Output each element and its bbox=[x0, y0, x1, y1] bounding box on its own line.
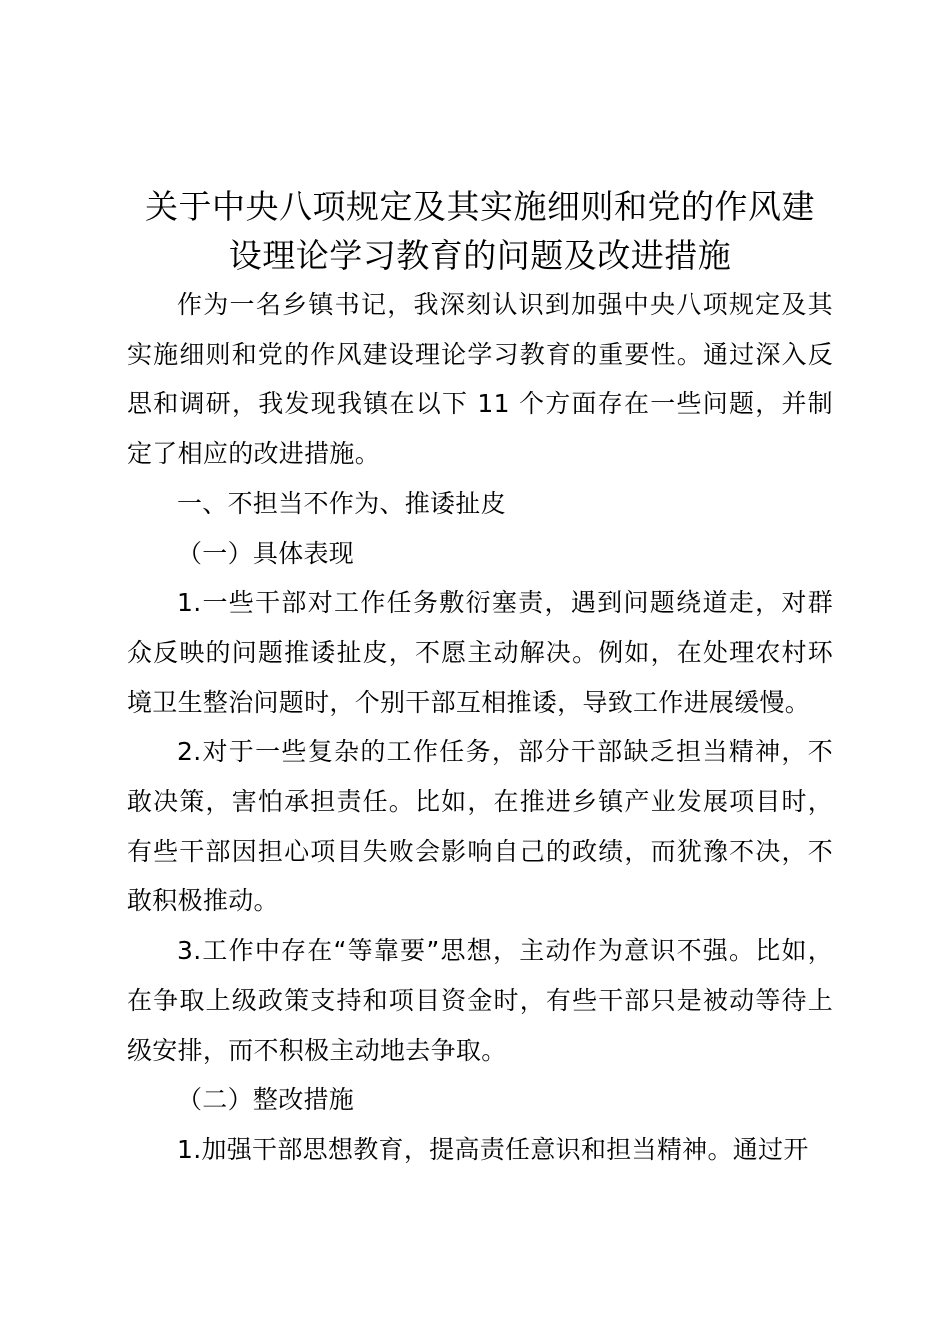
title-line-1: 关于中央八项规定及其实施细则和党的作风建 bbox=[145, 187, 815, 226]
list-item-3: 3.工作中存在“等靠要”思想，主动作为意识不强。比如，在争取上级政策支持和项目资金时，有些干部只是被动等待上级安排，而不积极主动地去争取。 bbox=[127, 936, 833, 1065]
measure-item-1: 1.加强干部思想教育，提高责任意识和担当精神。通过开 bbox=[177, 1134, 809, 1164]
list-item-1: 1.一些干部对工作任务敷衍塞责，遇到问题绕道走，对群众反映的问题推诿扯皮，不愿主动解决。例如，在处理农村环境卫生整治问题时，个别干部互相推诿，导致工作进展缓慢。 bbox=[127, 588, 833, 717]
subsection-heading-2: （二）整改措施 bbox=[177, 1085, 355, 1115]
section-heading-1: 一、不担当不作为、推诿扯皮 bbox=[177, 488, 506, 518]
intro-paragraph: 作为一名乡镇书记，我深刻认识到加强中央八项规定及其实施细则和党的作风建设理论学习教育的重要性。通过深入反思和调研，我发现我镇在以下 11 个方面存在一些问题，并制定了相应的改进措施。 bbox=[127, 290, 833, 469]
list-item-2: 2.对于一些复杂的工作任务，部分干部缺乏担当精神，不敢决策，害怕承担责任。比如，在推进乡镇产业发展项目时，有些干部因担心项目失败会影响自己的政绩，而犹豫不决，不敢积极推动。 bbox=[127, 737, 833, 916]
title-line-2: 设理论学习教育的问题及改进措施 bbox=[228, 236, 732, 275]
document-title bbox=[127, 182, 833, 280]
document-page bbox=[127, 182, 833, 1175]
document-body bbox=[127, 280, 833, 1175]
subsection-heading-1: （一）具体表现 bbox=[177, 538, 355, 568]
